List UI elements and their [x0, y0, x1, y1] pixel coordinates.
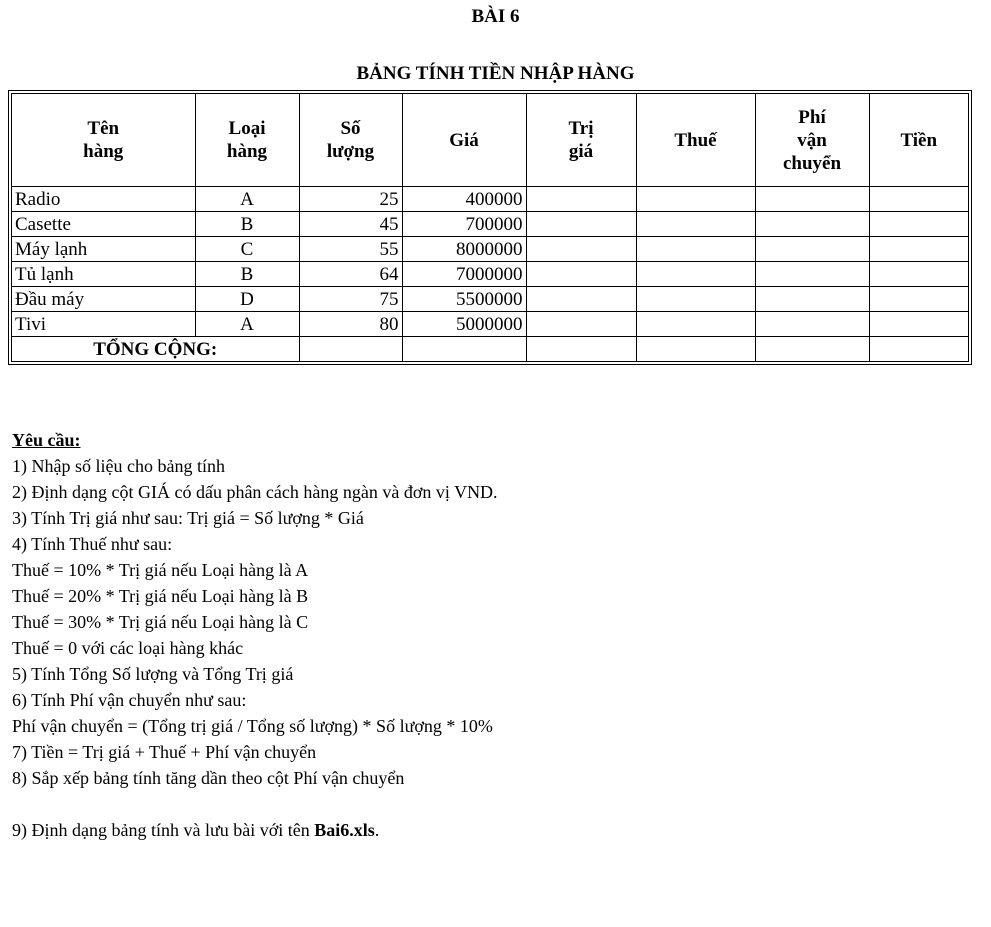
requirement-line: 3) Tính Trị giá như sau: Trị giá = Số lượng * Giá [12, 508, 364, 528]
total-tri-gia-cell[interactable] [526, 337, 636, 362]
import-cost-table-frame [8, 90, 972, 365]
table-title: BẢNG TÍNH TIỀN NHẬP HÀNG [356, 63, 635, 84]
requirement-line: Thuế = 0 với các loại hàng khác [12, 638, 244, 658]
cell-qty[interactable]: 55 [299, 237, 402, 262]
requirement-line-final [12, 817, 972, 843]
cell-price[interactable]: 8000000 [402, 237, 526, 262]
cell-name[interactable]: Radio [12, 187, 195, 212]
cell-qty[interactable]: 45 [299, 212, 402, 237]
header-cell-thue: Thuế [636, 94, 755, 187]
cell-type[interactable]: A [195, 312, 299, 337]
requirement-line: Thuế = 20% * Trị giá nếu Loại hàng là B [12, 586, 309, 606]
cell-phi-van-chuyen[interactable] [755, 312, 869, 337]
cell-tri-gia[interactable] [526, 287, 636, 312]
cell-tri-gia[interactable] [526, 312, 636, 337]
requirements-heading: Yêu cầu: [12, 430, 81, 450]
cell-name[interactable]: Máy lạnh [12, 237, 195, 262]
cell-name[interactable]: Tủ lạnh [12, 262, 195, 287]
total-label: TỔNG CỘNG: [12, 337, 299, 362]
cell-thue[interactable] [636, 262, 755, 287]
total-tien-cell[interactable] [869, 337, 968, 362]
cell-tien[interactable] [869, 287, 968, 312]
cell-phi-van-chuyen[interactable] [755, 287, 869, 312]
total-thue-cell[interactable] [636, 337, 755, 362]
requirement-line: 6) Tính Phí vận chuyển như sau: [12, 690, 247, 710]
table-row [12, 287, 968, 312]
cell-type[interactable]: B [195, 212, 299, 237]
requirement-line: 2) Định dạng cột GIÁ có dấu phân cách hàng ngàn và đơn vị VND. [12, 482, 498, 502]
table-row [12, 212, 968, 237]
cell-price[interactable]: 7000000 [402, 262, 526, 287]
cell-tri-gia[interactable] [526, 187, 636, 212]
cell-qty[interactable]: 80 [299, 312, 402, 337]
cell-name[interactable]: Tivi [12, 312, 195, 337]
requirement-line: 5) Tính Tổng Số lượng và Tổng Trị giá [12, 664, 294, 684]
cell-tien[interactable] [869, 212, 968, 237]
total-phi-cell[interactable] [755, 337, 869, 362]
total-qty-cell[interactable] [299, 337, 402, 362]
cell-price[interactable]: 400000 [402, 187, 526, 212]
requirement-line: 1) Nhập số liệu cho bảng tính [12, 456, 225, 476]
cell-tien[interactable] [869, 312, 968, 337]
cell-tien[interactable] [869, 187, 968, 212]
cell-qty[interactable]: 64 [299, 262, 402, 287]
cell-tri-gia[interactable] [526, 262, 636, 287]
header-cell-gia: Giá [402, 94, 526, 187]
table-row [12, 237, 968, 262]
cell-type[interactable]: D [195, 287, 299, 312]
header-cell-ten-hang: Tên hàng [12, 94, 195, 187]
header-row [12, 94, 968, 187]
cell-thue[interactable] [636, 287, 755, 312]
final-line-suffix: . [374, 820, 380, 840]
header-cell-tien: Tiền [869, 94, 968, 187]
cell-phi-van-chuyen[interactable] [755, 212, 869, 237]
requirement-line: Phí vận chuyển = (Tổng trị giá / Tổng số lượng) * Số lượng * 10% [12, 716, 493, 736]
requirement-line: 4) Tính Thuế như sau: [12, 534, 173, 554]
cell-type[interactable]: A [195, 187, 299, 212]
cell-price[interactable]: 700000 [402, 212, 526, 237]
header-cell-tri-gia: Trị giá [526, 94, 636, 187]
table-row [12, 312, 968, 337]
final-line-prefix: 9) Định dạng bảng tính và lưu bài với tên [12, 820, 315, 840]
page-title: BÀI 6 [471, 6, 520, 27]
cell-price[interactable]: 5500000 [402, 287, 526, 312]
requirement-line: Thuế = 10% * Trị giá nếu Loại hàng là A [12, 560, 309, 580]
cell-thue[interactable] [636, 312, 755, 337]
cell-name[interactable]: Đầu máy [12, 287, 195, 312]
cell-type[interactable]: C [195, 237, 299, 262]
spacer [12, 791, 972, 817]
cell-type[interactable]: B [195, 262, 299, 287]
cell-qty[interactable]: 25 [299, 187, 402, 212]
cell-phi-van-chuyen[interactable] [755, 237, 869, 262]
requirement-line: 8) Sắp xếp bảng tính tăng dần theo cột Phí vận chuyển [12, 768, 405, 788]
header-cell-phi-van-chuyen: Phí vận chuyển [755, 94, 869, 187]
requirements-section [12, 427, 972, 843]
file-name: Bai6.xls [314, 820, 375, 840]
cell-name[interactable]: Casette [12, 212, 195, 237]
total-price-cell[interactable] [402, 337, 526, 362]
requirement-line: 7) Tiền = Trị giá + Thuế + Phí vận chuyển [12, 742, 317, 762]
requirement-line: Thuế = 30% * Trị giá nếu Loại hàng là C [12, 612, 309, 632]
cell-qty[interactable]: 75 [299, 287, 402, 312]
cell-thue[interactable] [636, 237, 755, 262]
total-row [12, 337, 968, 362]
header-cell-so-luong: Số lượng [299, 94, 402, 187]
cell-tri-gia[interactable] [526, 237, 636, 262]
table-row [12, 187, 968, 212]
cell-tien[interactable] [869, 262, 968, 287]
import-cost-table [12, 94, 968, 361]
cell-phi-van-chuyen[interactable] [755, 262, 869, 287]
cell-price[interactable]: 5000000 [402, 312, 526, 337]
table-row [12, 262, 968, 287]
cell-thue[interactable] [636, 212, 755, 237]
cell-phi-van-chuyen[interactable] [755, 187, 869, 212]
header-cell-loai-hang: Loại hàng [195, 94, 299, 187]
cell-tien[interactable] [869, 237, 968, 262]
cell-tri-gia[interactable] [526, 212, 636, 237]
cell-thue[interactable] [636, 187, 755, 212]
